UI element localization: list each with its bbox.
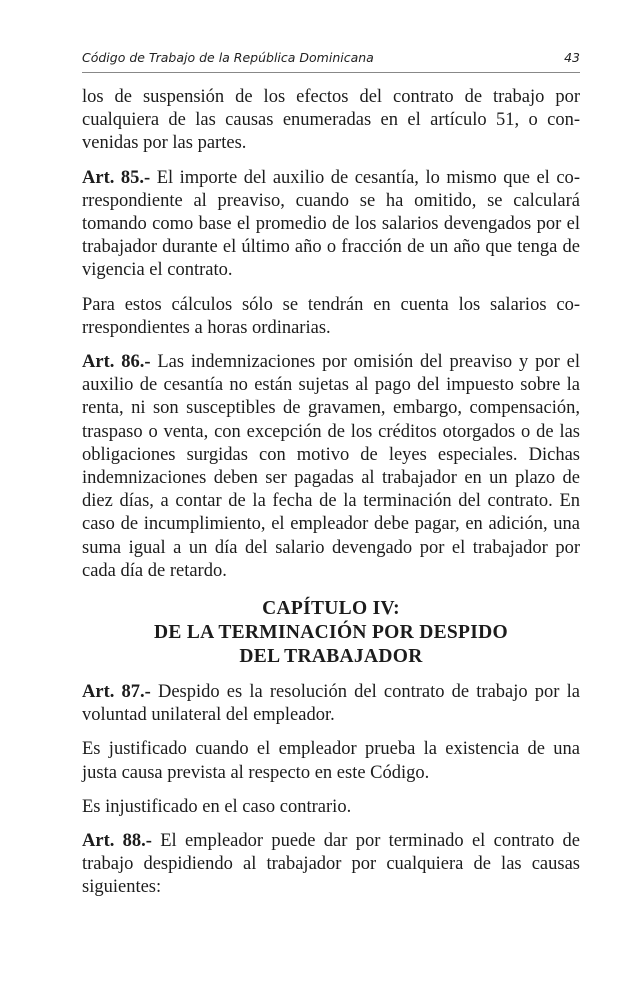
- paragraph-text: Para estos cálculos sólo se tendrán en cuenta los salarios correspondientes a horas ordinarias.: [82, 294, 580, 338]
- running-header: [82, 50, 580, 72]
- chapter-title-line-1: DE LA TERMINACIÓN POR DESPIDO: [154, 622, 508, 644]
- article-87: [82, 681, 580, 727]
- header-rule: [82, 72, 580, 73]
- article-text: El importe del auxilio de cesantía, lo mismo que el correspondiente al preaviso, cuando se ha omitido, se calculará tomando como base el promedio de los salarios devengados por el trabajador durante el último año o fracción de un año que tenga de vigencia el contrato.: [82, 167, 580, 281]
- header-title: Código de Trabajo de la República Dominicana: [82, 50, 374, 65]
- page-number: 43: [564, 50, 580, 65]
- article-88: [82, 830, 580, 900]
- paragraph: [82, 796, 580, 819]
- paragraph: [82, 738, 580, 784]
- paragraph: [82, 294, 580, 340]
- paragraph: [82, 86, 580, 156]
- chapter-heading: [82, 597, 580, 669]
- article-text: Despido es la resolución del contrato de trabajo por la voluntad unilateral del empleador.: [82, 682, 580, 726]
- article-86: [82, 351, 580, 583]
- chapter-title-line-2: DEL TRABAJADOR: [239, 646, 423, 668]
- article-text: El empleador puede dar por terminado el contrato de trabajo despidiendo al trabajador por cualquiera de las causas siguientes:: [82, 831, 580, 898]
- article-label: Art. 85.-: [82, 167, 151, 188]
- paragraph-text: los de suspensión de los efectos del contrato de trabajo por cualquiera de las causas enumeradas en el artículo 51, o convenidas por las partes.: [82, 87, 580, 154]
- paragraph-text: Es injustificado en el caso contrario.: [82, 796, 352, 817]
- article-label: Art. 87.-: [82, 682, 151, 703]
- article-label: Art. 86.-: [82, 352, 151, 373]
- article-label: Art. 88.-: [82, 831, 152, 852]
- body-text: [82, 86, 580, 911]
- chapter-number: CAPÍTULO IV:: [262, 598, 400, 620]
- article-85: [82, 167, 580, 283]
- paragraph-text: Es justificado cuando el empleador prueba la existencia de una justa causa prevista al respecto en este Código.: [82, 739, 580, 783]
- article-text: Las indemnizaciones por omisión del preaviso y por el auxilio de cesantía no están sujetas al pago del impuesto sobre la renta, ni son susceptibles de gravamen, embargo, compensación, traspaso o venta, con excepción de los créditos otorgados o de las obligaciones surgidas con motivo de leyes especiales. Dichas indemnizaciones deben ser pagadas al trabajador en un plazo de diez días, a contar de la fecha de la terminación del contrato. En caso de incumplimiento, el empleador debe pagar, en adición, una suma igual a un día del salario devengado por el trabajador por cada día de retardo.: [82, 352, 580, 581]
